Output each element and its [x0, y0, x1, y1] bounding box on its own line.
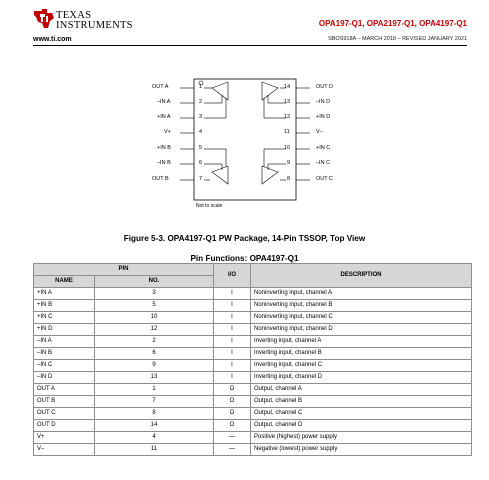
pin-rows [34, 288, 472, 456]
cell-io: O [214, 396, 251, 408]
pin-label-plus-in-a: +IN A [157, 114, 171, 120]
table-row [34, 360, 472, 372]
cell-desc: Noninverting input, channel D [251, 324, 472, 336]
cell-io: I [214, 288, 251, 300]
cell-no: 9 [95, 360, 214, 372]
cell-no: 12 [95, 324, 214, 336]
cell-no: 11 [95, 444, 214, 456]
opamp-c-symbol [262, 149, 280, 184]
cell-name: +IN C [34, 312, 95, 324]
pin-label-out-b: OUT B [152, 176, 169, 182]
pin-no-6: 6 [199, 160, 203, 166]
cell-no: 5 [95, 300, 214, 312]
cell-io: O [214, 384, 251, 396]
table-row [34, 372, 472, 384]
cell-io: I [214, 336, 251, 348]
table-row [34, 312, 472, 324]
cell-io: — [214, 444, 251, 456]
package-diagram [0, 0, 489, 225]
table-row [34, 300, 472, 312]
left-pin-leads [180, 88, 194, 180]
website-link[interactable]: www.ti.com [33, 36, 72, 43]
cell-desc: Output, channel D [251, 420, 472, 432]
cell-desc: Noninverting input, channel A [251, 288, 472, 300]
cell-name: OUT B [34, 396, 95, 408]
doc-info: SBOS918A – MARCH 2018 – REVISED JANUARY 2021 [328, 36, 467, 42]
cell-desc: Noninverting input, channel C [251, 312, 472, 324]
cell-io: I [214, 372, 251, 384]
pin-label-plus-in-b: +IN B [157, 145, 171, 151]
cell-name: OUT D [34, 420, 95, 432]
pin-label-out-a: OUT A [152, 84, 169, 90]
opamp-d-symbol [262, 82, 280, 118]
brand-line2: INSTRUMENTS [56, 20, 133, 31]
cell-desc: Inverting input, channel A [251, 336, 472, 348]
pin-functions-table [33, 263, 472, 456]
table-row [34, 408, 472, 420]
cell-io: I [214, 312, 251, 324]
cell-name: –IN A [34, 336, 95, 348]
table-row [34, 324, 472, 336]
cell-no: 14 [95, 420, 214, 432]
cell-name: OUT A [34, 384, 95, 396]
table-row [34, 420, 472, 432]
pin-no-2: 2 [199, 99, 203, 105]
pin-label-v-plus: V+ [164, 129, 171, 135]
cell-io: O [214, 408, 251, 420]
header-no: NO. [95, 276, 214, 288]
table-row [34, 288, 472, 300]
cell-io: I [214, 324, 251, 336]
header-name: NAME [34, 276, 95, 288]
cell-name: V+ [34, 432, 95, 444]
table-title: Pin Functions: OPA4197-Q1 [190, 254, 299, 263]
cell-name: V– [34, 444, 95, 456]
cell-name: OUT C [34, 408, 95, 420]
cell-desc: Noninverting input, channel B [251, 300, 472, 312]
cell-no: 6 [95, 348, 214, 360]
table-row [34, 336, 472, 348]
cell-no: 2 [95, 336, 214, 348]
pin-no-3: 3 [199, 114, 203, 120]
pin-label-v-minus: V– [316, 129, 323, 135]
table-row [34, 384, 472, 396]
cell-no: 3 [95, 288, 214, 300]
cell-io: — [214, 432, 251, 444]
cell-name: +IN B [34, 300, 95, 312]
pin-no-8: 8 [287, 176, 291, 182]
cell-io: I [214, 348, 251, 360]
pin-no-12: 12 [284, 114, 291, 120]
pin-no-14: 14 [284, 84, 291, 90]
table-row [34, 444, 472, 456]
pin-no-5: 5 [199, 145, 203, 151]
pin-no-11: 11 [284, 129, 290, 135]
pin-label-out-d: OUT D [316, 84, 334, 90]
cell-io: I [214, 300, 251, 312]
right-pin-leads [296, 88, 310, 180]
pin-no-9: 9 [287, 160, 291, 166]
cell-no: 13 [95, 372, 214, 384]
internal-stubs [204, 88, 286, 180]
pin-label-out-c: OUT C [316, 176, 334, 182]
header-description: DESCRIPTION [251, 264, 472, 288]
part-numbers: OPA197-Q1, OPA2197-Q1, OPA4197-Q1 [318, 19, 467, 28]
cell-name: +IN D [34, 324, 95, 336]
pin-no-1: 1 [199, 84, 203, 90]
package-body [194, 79, 296, 200]
cell-desc: Inverting input, channel D [251, 372, 472, 384]
cell-desc: Inverting input, channel C [251, 360, 472, 372]
cell-desc: Positive (highest) power supply [251, 432, 472, 444]
pin-label-minus-in-c: –IN C [316, 160, 331, 166]
cell-name: +IN A [34, 288, 95, 300]
cell-no: 4 [95, 432, 214, 444]
cell-desc: Inverting input, channel B [251, 348, 472, 360]
pin-label-minus-in-b: –IN B [157, 160, 171, 166]
brand-line1: TEXAS [56, 10, 92, 21]
cell-io: O [214, 420, 251, 432]
table-row [34, 396, 472, 408]
pin-label-minus-in-a: –IN A [157, 99, 171, 105]
pin-no-7: 7 [199, 176, 203, 182]
figure-caption: Figure 5-3. OPA4197-Q1 PW Package, 14-Pin TSSOP, Top View [123, 234, 366, 243]
pin-label-plus-in-c: +IN C [316, 145, 331, 151]
table-row [34, 348, 472, 360]
cell-desc: Output, channel B [251, 396, 472, 408]
opamp-b-symbol [210, 149, 228, 184]
cell-desc: Negative (lowest) power supply [251, 444, 472, 456]
cell-desc: Output, channel A [251, 384, 472, 396]
cell-name: –IN D [34, 372, 95, 384]
pin-no-4: 4 [199, 129, 203, 135]
pin-no-13: 13 [284, 99, 291, 105]
table-row [34, 432, 472, 444]
cell-name: –IN B [34, 348, 95, 360]
header-io: I/O [214, 264, 251, 288]
pin-label-minus-in-d: –IN D [316, 99, 331, 105]
cell-io: I [214, 360, 251, 372]
cell-desc: Output, channel C [251, 408, 472, 420]
not-to-scale-note: Not to scale [196, 203, 223, 209]
opamp-a-symbol [210, 82, 228, 118]
cell-no: 1 [95, 384, 214, 396]
cell-name: –IN C [34, 360, 95, 372]
pin-no-10: 10 [284, 145, 291, 151]
header-pin: PIN [34, 264, 214, 276]
pin-label-plus-in-d: +IN D [316, 114, 331, 120]
cell-no: 10 [95, 312, 214, 324]
cell-no: 7 [95, 396, 214, 408]
cell-no: 8 [95, 408, 214, 420]
